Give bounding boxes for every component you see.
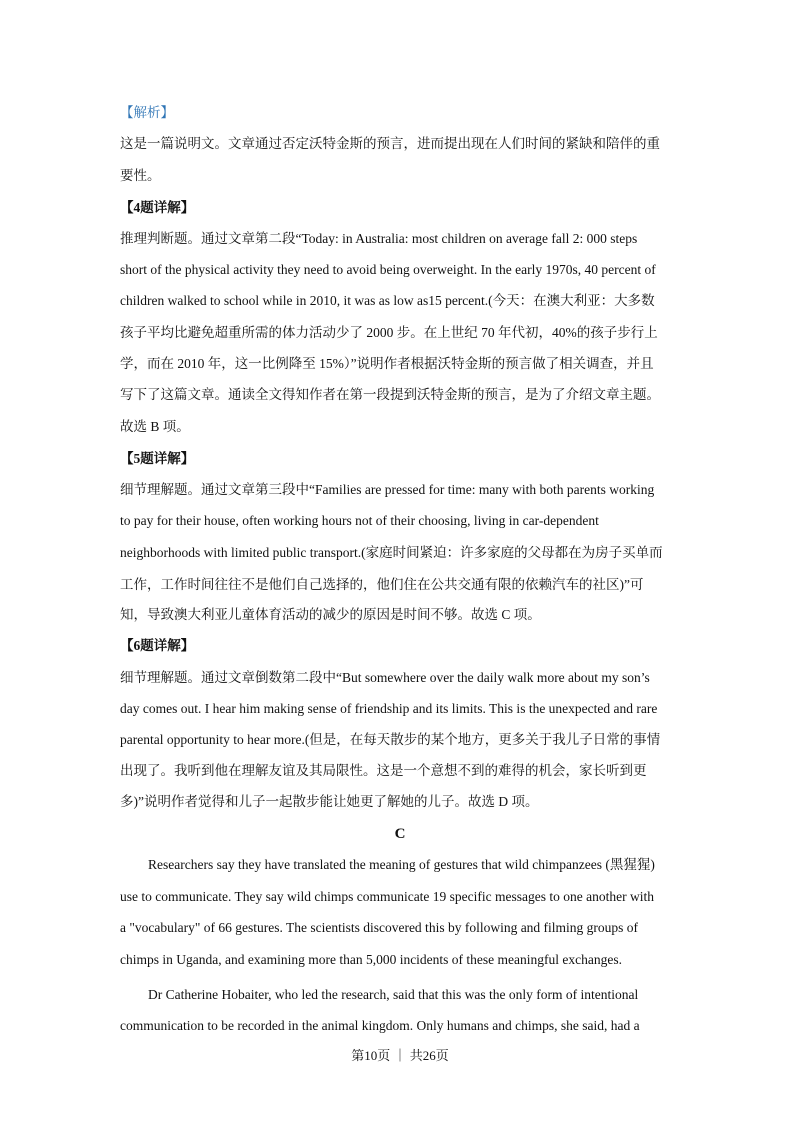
section-5-line: neighborhoods with limited public transport.(家庭时间紧迫：许多家庭的父母都在为房子买单而	[120, 545, 663, 560]
section-6-line: day comes out. I hear him making sense of friendship and its limits. This is the unexpected and rare	[120, 701, 658, 716]
section-heading-4: 【4题详解】	[120, 200, 195, 215]
passage-line: Researchers say they have translated the meaning of gestures that wild chimpanzees (黑猩猩)	[148, 857, 655, 872]
section-6-line: 出现了。我听到他在理解友谊及其局限性。这是一个意想不到的难得的机会，家长听到更	[120, 763, 647, 778]
section-4-line: short of the physical activity they need to avoid being overweight. In the early 1970s, 40 percent of	[120, 262, 656, 277]
summary-line: 这是一篇说明文。文章通过否定沃特金斯的预言，进而提出现在人们时间的紧缺和陪伴的重	[120, 136, 660, 151]
section-4-line: children walked to school while in 2010, it was as low as15 percent.(今天：在澳大利亚：大多数	[120, 293, 655, 308]
passage-line: a "vocabulary" of 66 gestures. The scientists discovered this by following and filming groups of	[120, 920, 639, 935]
section-6-line: 多)”说明作者觉得和儿子一起散步能让她更了解她的儿子。故选 D 项。	[120, 794, 539, 809]
section-heading-6: 【6题详解】	[120, 638, 195, 653]
passage-line: use to communicate. They say wild chimps communicate 19 specific messages to one another with	[120, 889, 654, 904]
section-4-line: 学，而在 2010 年，这一比例降至 15%）”说明作者根据沃特金斯的预言做了相关调查，并且	[120, 356, 654, 371]
section-4-line: 故选 B 项。	[120, 419, 190, 434]
section-6-line: parental opportunity to hear more.(但是，在每天散步的某个地方，更多关于我儿子日常的事情	[120, 732, 661, 747]
section-5-line: 细节理解题。通过文章第三段中“Families are pressed for time: many with both parents working	[120, 482, 655, 497]
section-6-line: 细节理解题。通过文章倒数第二段中“But somewhere over the daily walk more about my son’s	[120, 670, 650, 685]
summary-line: 要性。	[120, 168, 161, 183]
section-heading-5: 【5题详解】	[120, 451, 195, 466]
passage-title: C	[394, 826, 406, 842]
section-5-line: to pay for their house, often working hours not of their choosing, living in car-dependent	[120, 513, 599, 528]
section-5-line: 知，导致澳大利亚儿童体育活动的减少的原因是时间不够。故选 C 项。	[120, 607, 541, 622]
section-4-line: 孩子平均比避免超重所需的体力活动少了 2000 步。在上世纪 70 年代初，40%的孩子步行上	[120, 325, 658, 340]
passage-line: chimps in Uganda, and examining more than 5,000 incidents of these meaningful exchanges.	[120, 952, 622, 967]
page-footer: 第10页 ｜ 共26页	[351, 1048, 449, 1063]
section-4-line: 写下了这篇文章。通读全文得知作者在第一段提到沃特金斯的预言，是为了介绍文章主题。	[120, 387, 660, 402]
analysis-heading: 【解析】	[120, 105, 174, 120]
section-4-line: 推理判断题。通过文章第二段“Today: in Australia: most children on average fall 2: 000 steps	[120, 231, 638, 246]
section-5-line: 工作，工作时间往往不是他们自己选择的，他们住在公共交通有限的依赖汽车的社区)”可	[120, 577, 644, 592]
passage-line: communication to be recorded in the animal kingdom. Only humans and chimps, she said, had a	[120, 1018, 640, 1033]
passage-line: Dr Catherine Hobaiter, who led the research, said that this was the only form of intentional	[148, 987, 639, 1002]
